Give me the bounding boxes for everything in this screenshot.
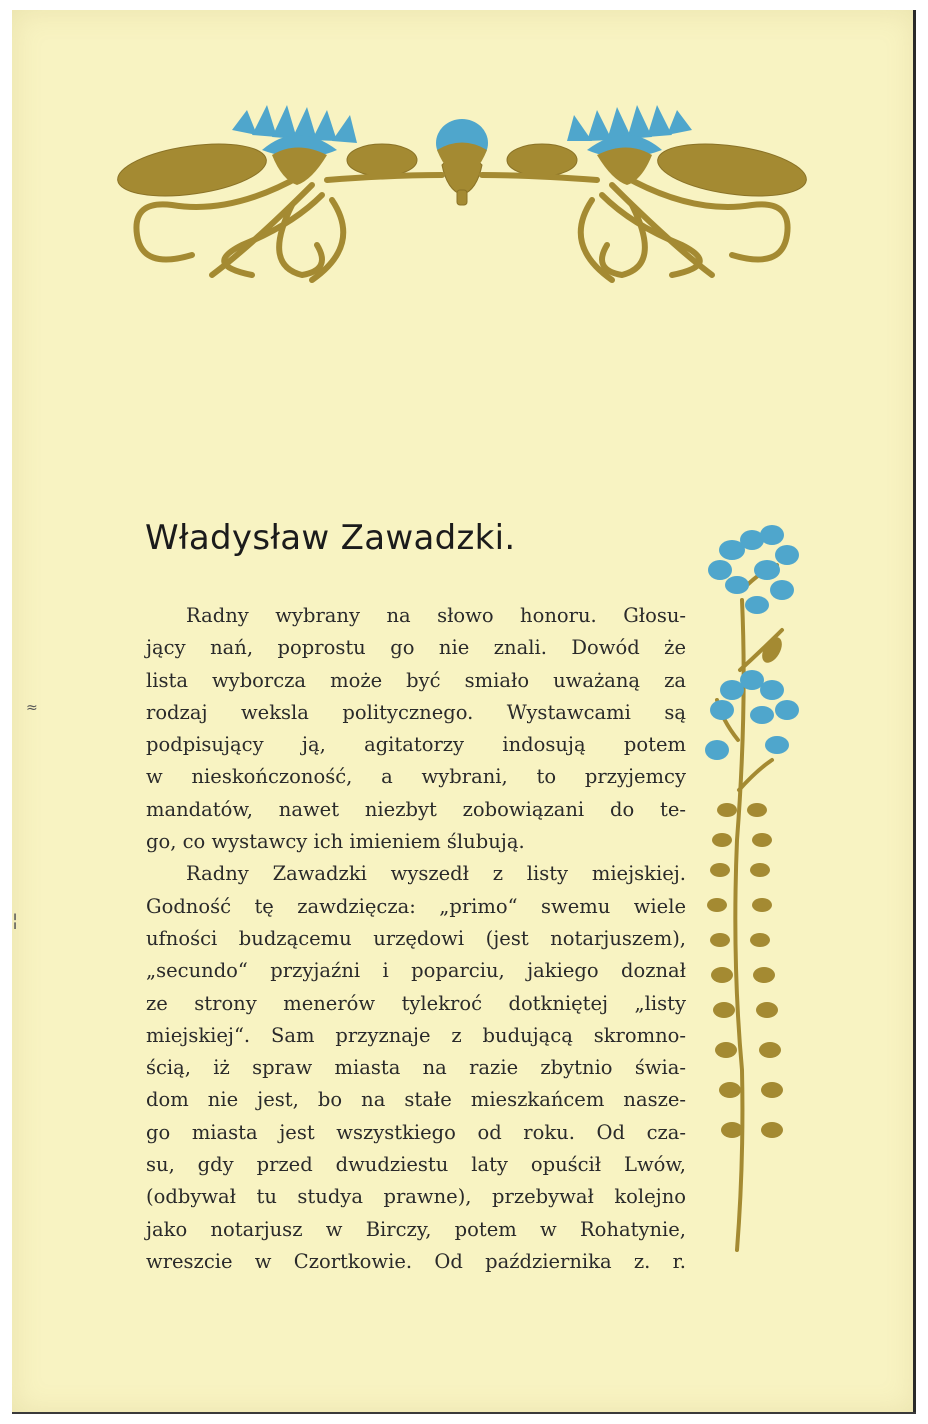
text-line: ufności budzącemu urzędowi (jest notarjuszem), — [146, 926, 686, 950]
page-edge-bottom — [12, 1412, 916, 1414]
text-line: podpisujący ją, agitatorzy indosują potem — [146, 733, 686, 757]
text-line: go miasta jest wszystkiego od roku. Od cza- — [146, 1120, 686, 1144]
text-line: mandatów, nawet niezbyt zobowiązani do te- — [146, 797, 686, 821]
article-body — [146, 600, 686, 1278]
text-line: jako notarjusz w Birczy, potem w Rohatynie, — [146, 1217, 686, 1241]
margin-mark: ≈ — [26, 700, 38, 716]
page-edge — [913, 10, 916, 1414]
text-line: lista wyborcza może być smiało uważaną za — [146, 668, 686, 692]
margin-mark: ¦ — [12, 910, 19, 931]
text-line: w nieskończoność, a wybrani, to przyjemcy — [146, 765, 686, 789]
text-line: jący nań, poprostu go nie znali. Dowód że — [146, 636, 686, 660]
article-title: Władysław Zawadzki. — [145, 518, 516, 558]
text-line: ścią, iż spraw miasta na razie zbytnio świa- — [146, 1056, 686, 1080]
text-line: Godność tę zawdzięcza: „primo“ swemu wiele — [146, 894, 686, 918]
text-line: miejskiej“. Sam przyznaje z budującą skromno- — [146, 1023, 686, 1047]
text-line: su, gdy przed dwudziestu laty opuścił Lwów, — [146, 1153, 686, 1177]
vetch-flower-icon — [692, 510, 822, 1270]
text-line: rodzaj weksla politycznego. Wystawcami są — [146, 700, 686, 724]
text-line: Radny Zawadzki wyszedł z listy miejskiej. — [186, 862, 686, 886]
text-line: dom nie jest, bo na stałe mieszkańcem nasze- — [146, 1088, 686, 1112]
book-page — [12, 10, 916, 1414]
water-lily-ornament-icon — [112, 105, 812, 295]
text-line: „secundo“ przyjaźni i poparciu, jakiego doznał — [146, 959, 686, 983]
text-line: wreszcie w Czortkowie. Od października z. r. — [146, 1249, 686, 1273]
text-line: go, co wystawcy ich imieniem ślubują. — [146, 830, 525, 854]
text-line: Radny wybrany na słowo honoru. Głosu- — [186, 604, 686, 627]
text-line: ze strony menerów tylekroć dotkniętej „listy — [146, 991, 686, 1015]
text-line: (odbywał tu studya prawne), przebywał kolejno — [146, 1185, 686, 1209]
